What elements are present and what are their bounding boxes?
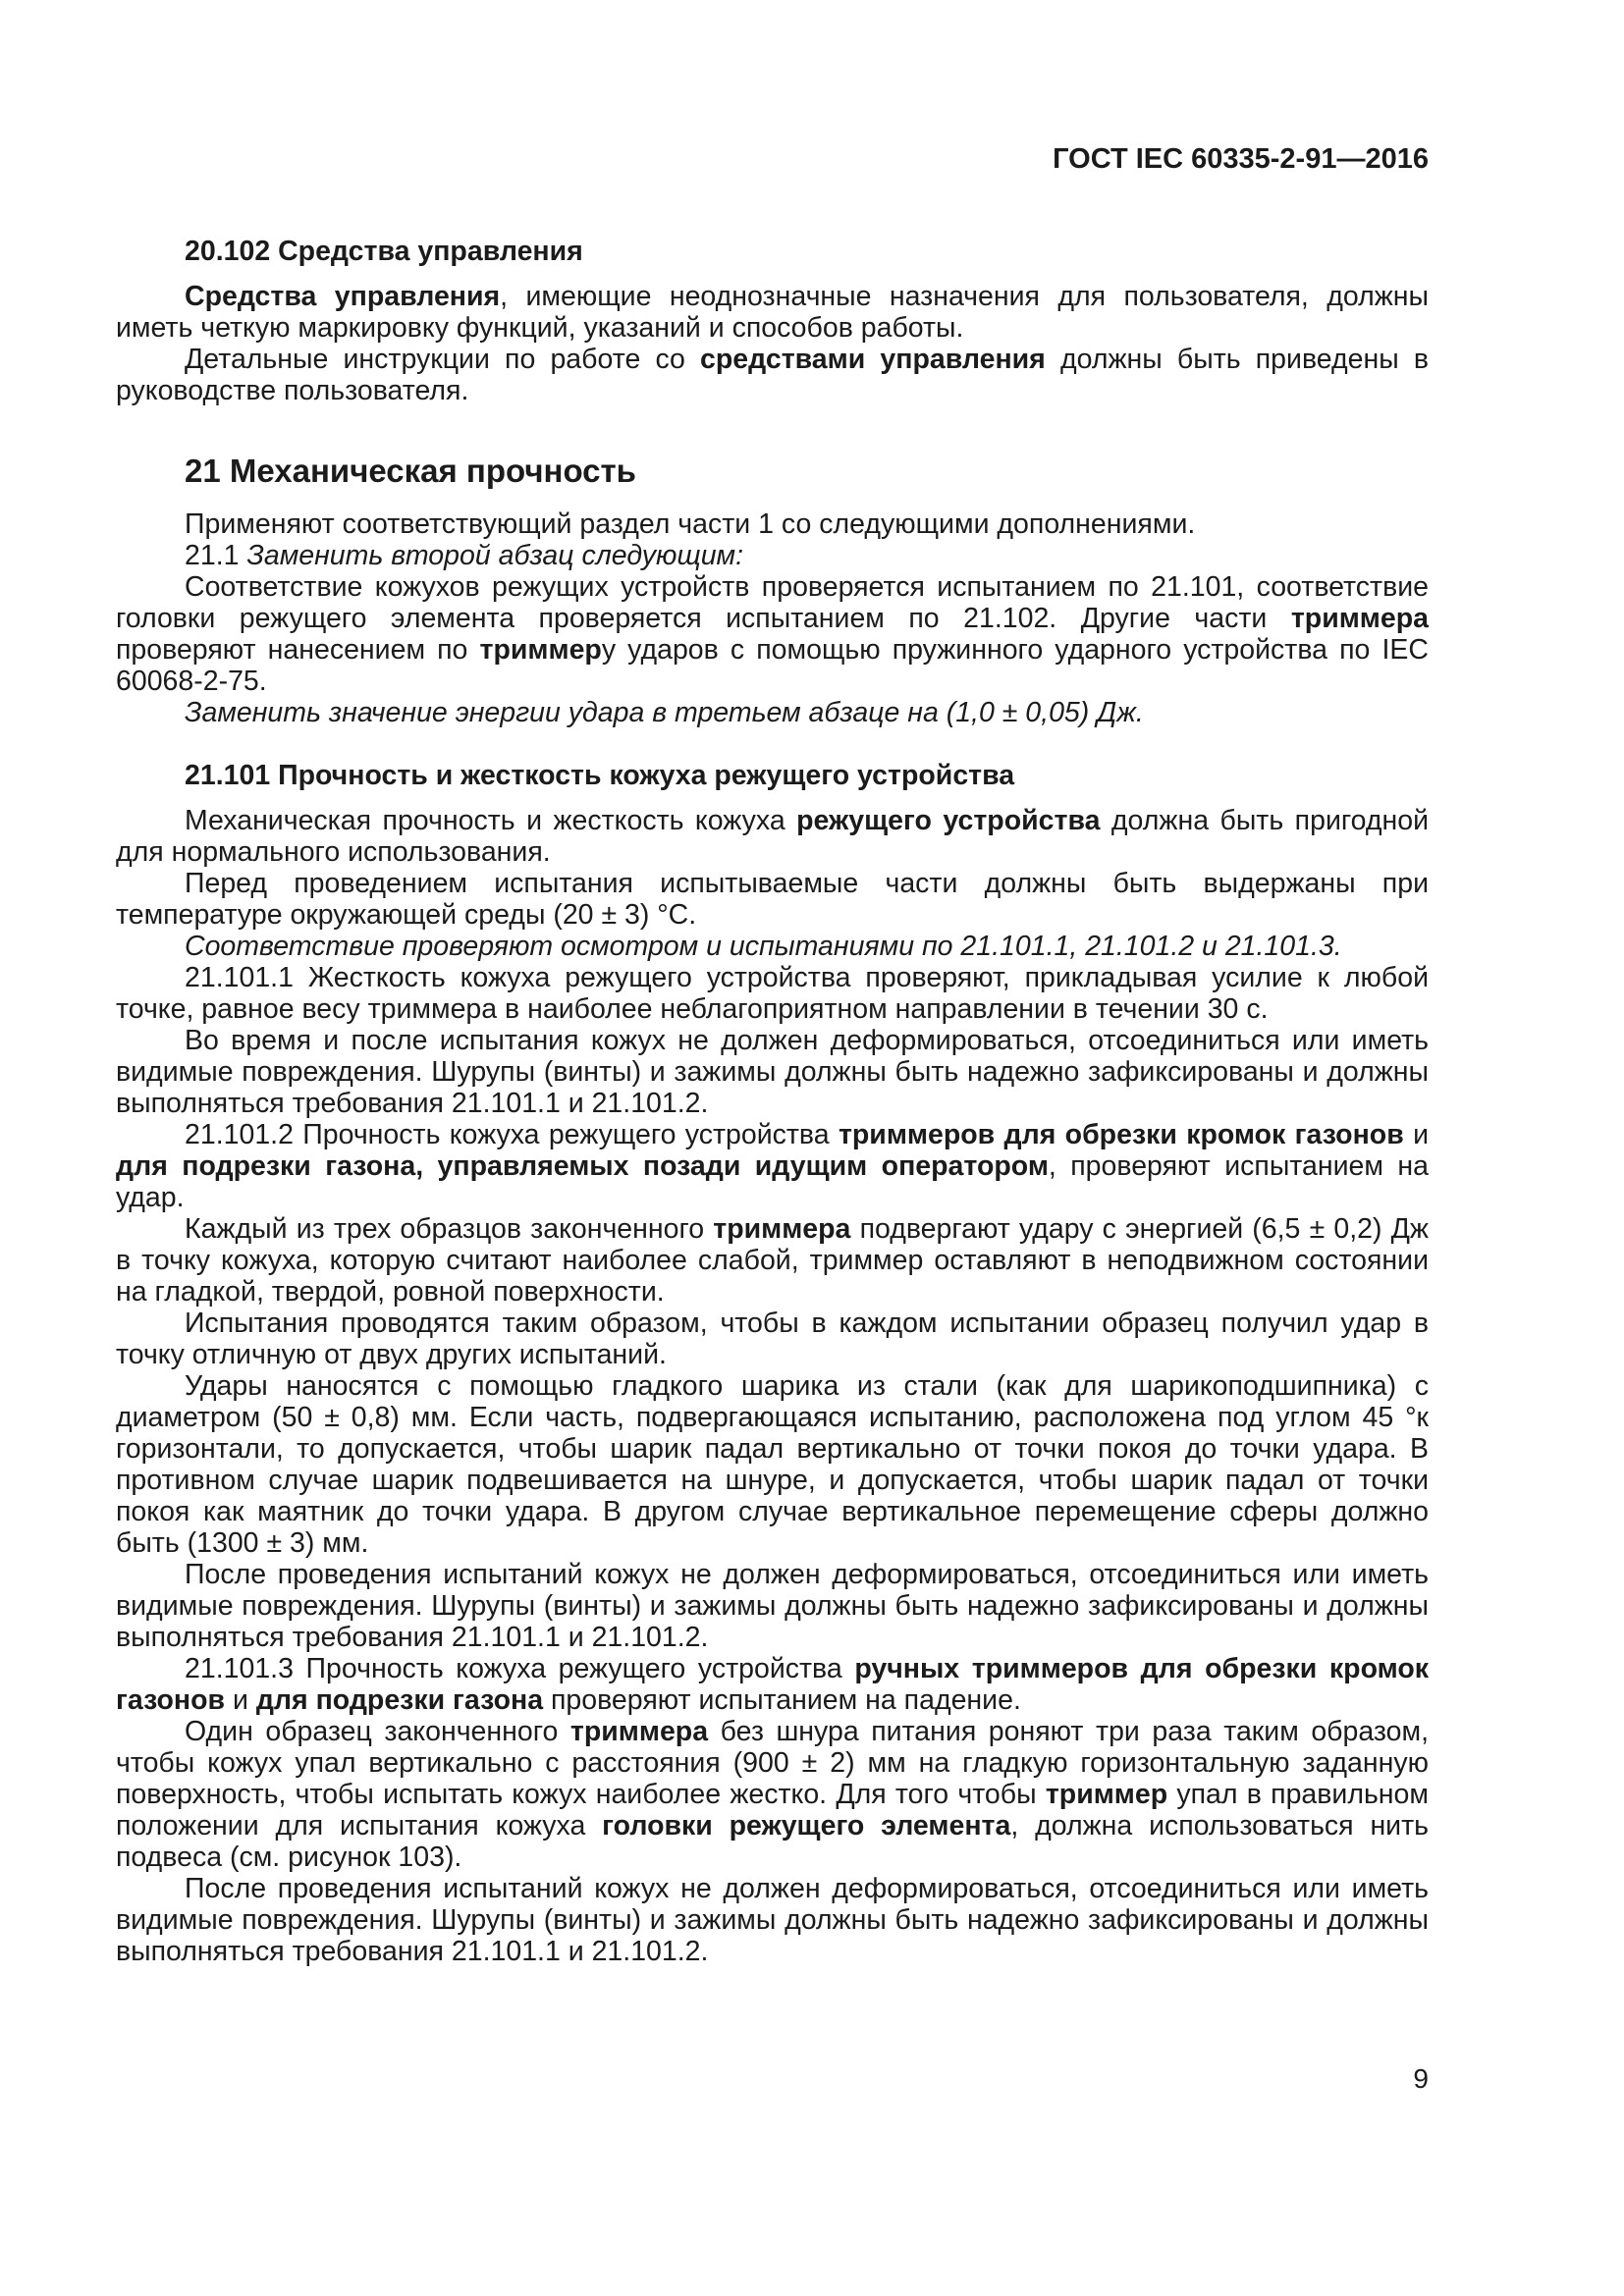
- text-run: Заменить значение энергии удара в третьем абзаце на (1,0 ± 0,05) Дж.: [185, 697, 1144, 728]
- paragraph: [116, 1716, 1429, 1873]
- text-run: для подрезки газона: [255, 1684, 544, 1716]
- paragraph: [116, 1308, 1429, 1370]
- text-run: должна быть пригодной для нормального использования.: [116, 805, 1430, 868]
- text-run: подвергают удару с энергией (6,5 ± 0,2) Дж в точку кожуха, которую считают наиболее слабой, триммер оставляют в неподвижном состоянии на гладкой, твердой, ровной поверхности.: [116, 1213, 1429, 1308]
- text-run: , имеющие неоднозначные назначения для пользователя, должны иметь четкую маркировку функций, указаний и способов работы.: [116, 281, 1429, 344]
- text-run: проверяют испытанием на падение.: [543, 1684, 1021, 1716]
- paragraph: [116, 1653, 1429, 1716]
- text-run: без шнура питания роняют три раза таким образом, чтобы кожух упал вертикально с расстояния (900 ± 2) мм на гладкую горизонтальную заданную поверхность, чтобы испытать кожух наиболее жестко. Для того чтобы: [116, 1716, 1429, 1810]
- text-run: средствами управления: [700, 344, 1046, 375]
- paragraph: [116, 1119, 1429, 1213]
- paragraph: [116, 1213, 1429, 1308]
- text-run: , проверяют испытанием на удар.: [116, 1150, 1429, 1213]
- text-run: для подрезки газона, управляемых позади идущим оператором: [116, 1150, 1049, 1182]
- text-run: Средства управления: [185, 281, 501, 312]
- paragraph: [116, 805, 1429, 868]
- document-body: [116, 236, 1429, 1967]
- text-run: триммеров для обрезки кромок газонов: [838, 1119, 1404, 1150]
- paragraph: [116, 1559, 1429, 1653]
- section-heading: [116, 760, 1429, 791]
- text-run: Детальные инструкции по работе со: [185, 344, 701, 375]
- text-run: триммера: [713, 1213, 851, 1245]
- document-footer: [116, 2063, 1429, 2095]
- paragraph: [116, 281, 1429, 344]
- text-run: После проведения испытаний кожух не должен деформироваться, отсоединиться или иметь видимые повреждения. Шурупы (винты) и зажимы должны быть надежно зафиксированы и должны выполняться требования 21.101.1 и 21.101.2.: [116, 1873, 1429, 1967]
- text-run: должны быть приведены в руководстве пользователя.: [116, 344, 1429, 406]
- text-run: проверяют нанесением по: [116, 634, 480, 666]
- text-run: Перед проведением испытания испытываемые части должны быть выдержаны при температуре окружающей среды (20 ± 3) °C.: [116, 868, 1429, 931]
- paragraph: [116, 1873, 1429, 1967]
- paragraph: [116, 868, 1429, 931]
- text-run: , должна использоваться нить подвеса (см. рисунок 103).: [116, 1810, 1430, 1873]
- text-run: триммер: [479, 634, 602, 666]
- text-run: упал в правильном положении для испытания кожуха: [116, 1779, 1429, 1842]
- paragraph: [116, 697, 1429, 728]
- section-heading: [116, 452, 1429, 491]
- text-run: Соответствие проверяют осмотром и испытаниями по 21.101.1, 21.101.2 и 21.101.3.: [185, 931, 1342, 962]
- text-run: триммер: [1045, 1779, 1168, 1810]
- text-run: Удары наносятся с помощью гладкого шарика из стали (как для шарикоподшипника) с диаметром (50 ± 0,8) мм. Если часть, подвергающаяся испытанию, расположена под углом 45 °к горизонтали, то допускается, чтобы шарик падал вертикально от точки покоя до точки удара. В противном случае шарик подвешивается на шнуре, и допускается, чтобы шарик падал от точки покоя как маятник до точки удара. В другом случае вертикальное перемещение сферы должно быть (1300 ± 3) мм.: [116, 1370, 1429, 1559]
- document-header: [116, 143, 1429, 175]
- text-run: Испытания проводятся таким образом, чтобы в каждом испытании образец получил удар в точку отличную от двух других испытаний.: [116, 1308, 1429, 1370]
- paragraph: [116, 508, 1429, 540]
- text-run: После проведения испытаний кожух не должен деформироваться, отсоединиться или иметь видимые повреждения. Шурупы (винты) и зажимы должны быть надежно зафиксированы и должны выполняться требования 21.101.1 и 21.101.2.: [116, 1559, 1429, 1653]
- text-run: и: [1403, 1119, 1429, 1150]
- paragraph: [116, 1025, 1429, 1119]
- paragraph: [116, 571, 1429, 697]
- text-run: и: [225, 1684, 256, 1716]
- paragraph: [116, 344, 1429, 406]
- text-run: 20.102 Средства управления: [185, 236, 583, 267]
- text-run: 21.101.1 Жесткость кожуха режущего устройства проверяют, прикладывая усилие к любой точке, равное весу триммера в наиболее неблагоприятном направлении в течении 30 с.: [116, 962, 1429, 1025]
- paragraph: [116, 962, 1429, 1025]
- text-run: Применяют соответствующий раздел части 1 со следующими дополнениями.: [185, 508, 1196, 540]
- paragraph: [116, 540, 1429, 571]
- standard-number: ГОСТ IEC 60335-2-91—2016: [1053, 143, 1429, 175]
- text-run: режущего устройства: [796, 805, 1101, 836]
- paragraph: [116, 1370, 1429, 1559]
- text-run: головки режущего элемента: [602, 1810, 1011, 1842]
- text-run: 21.101.3 Прочность кожуха режущего устройства: [185, 1653, 855, 1684]
- text-run: 21.101.2 Прочность кожуха режущего устройства: [185, 1119, 839, 1150]
- text-run: триммера: [1290, 603, 1429, 634]
- text-run: ручных триммеров для обрезки кромок газонов: [116, 1653, 1429, 1716]
- text-run: у ударов с помощью пружинного ударного устройства по IEC 60068-2-75.: [116, 634, 1429, 697]
- section-heading: [116, 236, 1429, 267]
- text-run: Заменить второй абзац следующим:: [246, 540, 744, 571]
- text-run: Во время и после испытания кожух не должен деформироваться, отсоединиться или иметь видимые повреждения. Шурупы (винты) и зажимы должны быть надежно зафиксированы и должны выполняться требования 21.101.1 и 21.101.2.: [116, 1025, 1429, 1119]
- text-run: Механическая прочность и жесткость кожуха: [185, 805, 797, 836]
- text-run: триммера: [569, 1716, 709, 1747]
- page-number: 9: [1413, 2063, 1429, 2094]
- text-run: 21.1: [185, 540, 247, 571]
- text-run: Каждый из трех образцов законченного: [185, 1213, 714, 1245]
- text-run: Один образец законченного: [185, 1716, 570, 1747]
- text-run: 21.101 Прочность и жесткость кожуха режущего устройства: [185, 760, 1015, 791]
- text-run: Соответствие кожухов режущих устройств проверяется испытанием по 21.101, соответствие головки режущего элемента проверяется испытанием по 21.102. Другие части: [116, 571, 1429, 634]
- paragraph: [116, 931, 1429, 962]
- text-run: 21 Механическая прочность: [185, 453, 636, 489]
